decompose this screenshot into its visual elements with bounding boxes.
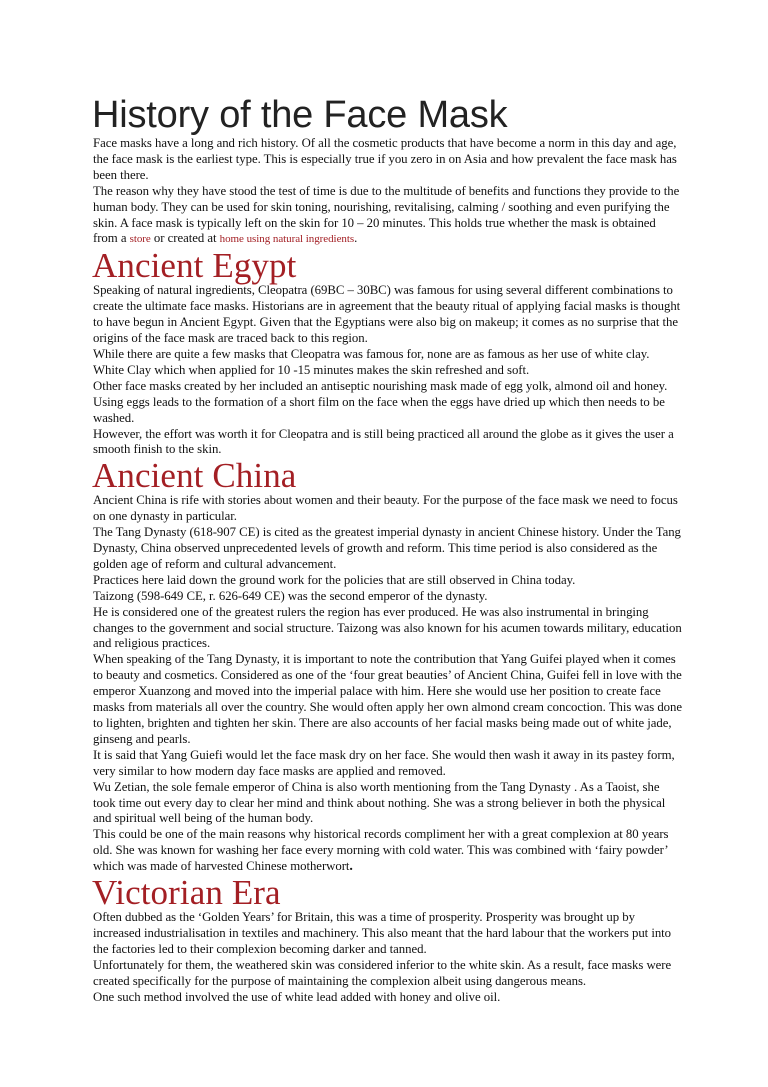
china-paragraph-1: Ancient China is rife with stories about women and their beauty. For the purpose of the face mask we need to focus on one dynasty in particular. <box>93 493 678 524</box>
heading-ancient-egypt: Ancient Egypt <box>92 246 297 286</box>
heading-victorian-era: Victorian Era <box>92 873 281 913</box>
china-paragraph-3: Practices here laid down the ground work for the policies that are still observed in China today. <box>93 572 576 587</box>
china-paragraph-2: The Tang Dynasty (618-907 CE) is cited as the greatest imperial dynasty in ancient Chinese history. Under the Tang Dynasty, China observed unprecedented levels of growth and reform. This time period is also considered as the golden age of reform and cultural advancement. <box>93 525 681 571</box>
intro-text-c: . <box>354 231 358 246</box>
victorian-paragraph-2: Unfortunately for them, the weathered skin was considered inferior to the white skin. As a result, face masks were created specifically for the purpose of maintaining the complexion albeit using dangerous means. <box>93 957 672 988</box>
china-paragraph-7: It is said that Yang Guiefi would let the face mask dry on her face. She would then wash it away in its pastey form, very similar to how modern day face masks are applied and removed. <box>93 747 675 778</box>
egypt-paragraph-4: However, the effort was worth it for Cleopatra and is still being practiced all around the globe as it gives the user a smooth finish to the skin. <box>93 426 674 457</box>
china-paragraph-9-text: This could be one of the main reasons why historical records compliment her with a great complexion at 80 years old. She was known for washing her face every morning with cold water. This was combined with ‘fairy powder’ which was made of harvested Chinese motherwort <box>93 827 669 874</box>
heading-ancient-china: Ancient China <box>92 456 297 496</box>
intro-paragraph-2 <box>93 184 683 249</box>
egypt-paragraph-3: Other face masks created by her included an antiseptic nourishing mask made of egg yolk, almond oil and honey. Using eggs leads to the formation of a short film on the face when the eggs have dried up which then needs to be washed. <box>93 378 668 425</box>
china-paragraph-8: Wu Zetian, the sole female emperor of China is also worth mentioning from the Tang Dynasty . As a Taoist, she took time out every day to clear her mind and think about nothing. She was a strong believer in both the physical and spiritual well being of the human body. <box>93 779 666 826</box>
document-content <box>93 94 683 1006</box>
home-natural-ingredients-link[interactable]: home using natural ingredients <box>219 233 355 246</box>
china-paragraph-6: When speaking of the Tang Dynasty, it is important to note the contribution that Yang Guifei played when it comes to beauty and cosmetics. Considered as one of the ‘four great beauties’ of Ancient China, Guifei fell in love with the emperor Xuanzong and moved into the imperial palace with him. Here she would use her position to create face masks from materials all over the country. She would often apply her own almond cream concoction. This was done to lighten, brighten and tighten her skin. There are also accounts of her facial masks being made out of white jade, ginseng and pearls. <box>93 652 682 746</box>
store-link[interactable]: store <box>129 233 151 246</box>
intro-text-b: or created at <box>150 231 220 246</box>
china-paragraph-9 <box>93 827 683 875</box>
china-paragraph-9-period: . <box>349 859 353 875</box>
egypt-paragraph-2: While there are quite a few masks that Cleopatra was famous for, none are as famous as her use of white clay. White Clay which when applied for 10 -15 minutes makes the skin refreshed and soft. <box>93 346 650 377</box>
intro-paragraph-1: Face masks have a long and rich history. Of all the cosmetic products that have become a norm in this day and age, the face mask is the earliest type. This is especially true if you zero in on Asia and how prevalent the face mask has been there. <box>93 136 677 182</box>
china-paragraph-5: He is considered one of the greatest rulers the region has ever produced. He was also instrumental in bringing changes to the government and social structure. Taizong was also known for his acumen towards military, education and religious practices. <box>93 604 682 651</box>
page-title: History of the Face Mask <box>92 94 508 136</box>
victorian-paragraph-1: Often dubbed as the ‘Golden Years’ for Britain, this was a time of prosperity. Prosperity was brought up by increased industrialisation in textiles and machinery. This also meant that the hard labour that the workers put into the factories led to their complexion becoming darker and tanned. <box>93 910 672 956</box>
victorian-paragraph-3: One such method involved the use of white lead added with honey and olive oil. <box>93 989 501 1004</box>
intro-text-a: The reason why they have stood the test of time is due to the multitude of benefits and functions they provide to the human body. They can be used for skin toning, nourishing, revitalising, calming / soothing and even purifying the skin. A face mask is typically left on the skin for 10 – 20 minutes. This holds true whether the mask is obtained from a <box>93 183 680 246</box>
china-paragraph-4: Taizong (598-649 CE, r. 626-649 CE) was the second emperor of the dynasty. <box>93 588 488 603</box>
egypt-paragraph-1: Speaking of natural ingredients, Cleopatra (69BC – 30BC) was famous for using several different combinations to create the ultimate face masks. Historians are in agreement that the beauty ritual of applying facial masks is thought to have begun in Ancient Egypt. Given that the Egyptians were also big on makeup; it comes as no surprise that the origins of the face mask are traced back to this region. <box>93 283 681 346</box>
